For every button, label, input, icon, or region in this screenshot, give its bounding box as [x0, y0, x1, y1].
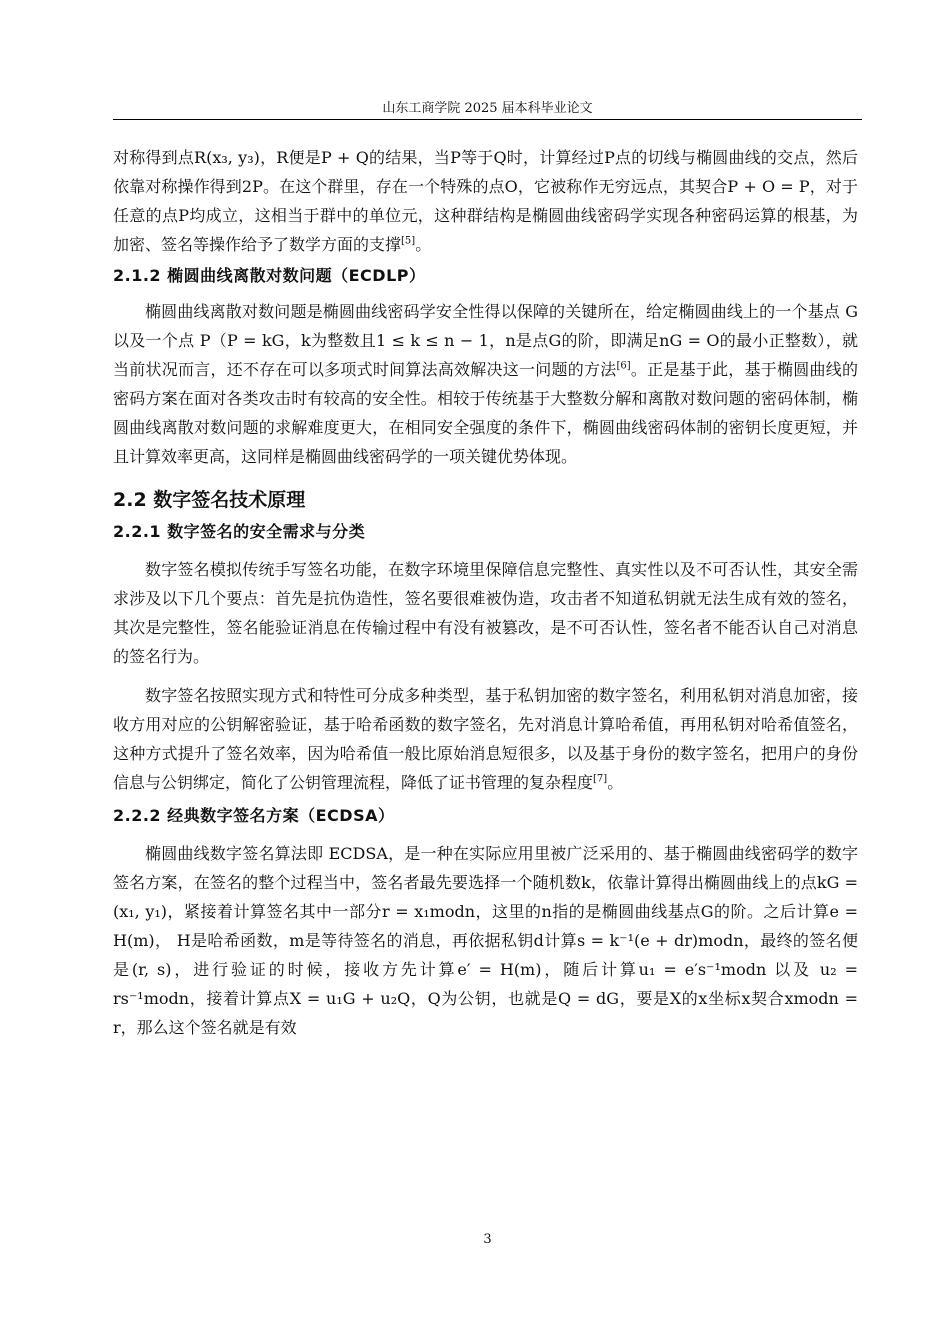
citation-5: [5] — [401, 235, 416, 247]
paragraph-ecdlp — [113, 297, 858, 471]
citation-6: [6] — [616, 360, 631, 372]
paragraph-security-requirements: 数字签名模拟传统手写签名功能，在数字环境里保障信息完整性、真实性以及不可否认性，其安全需求涉及以下几个要点：首先是抗伪造性，签名要很难被伪造，攻击者不知道私钥就无法生成有效的签名，其次是完整性，签名能验证消息在传输过程中有没有被篡改，是不可否认性，签名者不能否认自己对消息的签名行为。 — [113, 560, 858, 666]
page-content — [113, 143, 858, 1042]
paragraph-text: 对称得到点R(x₃, y₃)，R便是P + Q的结果，当P等于Q时，计算经过P点的切线与椭圆曲线的交点，然后依靠对称操作得到2P。在这个群里，存在一个特殊的点O，它被称作无穷远点，其契合P + O = P，对于任意的点P均成立，这相当于群中的单位元，这种群结构是椭圆曲线密码学实现各种密码运算的根基，为加密、签名等操作给予了数学方面的支撑 — [113, 148, 858, 254]
paragraph-group-law — [113, 143, 858, 259]
citation-7: [7] — [593, 773, 608, 785]
heading-2-2-1: 2.2.1 数字签名的安全需求与分类 — [113, 522, 366, 541]
paragraph-signature-types — [113, 681, 858, 797]
paragraph-end: 。 — [415, 235, 432, 254]
heading-2-2-2: 2.2.2 经典数字签名方案（ECDSA） — [113, 806, 395, 825]
page-header: 山东工商学院 2025 届本科毕业论文 — [382, 101, 593, 116]
paragraph-end: 。 — [607, 773, 624, 792]
paragraph-text: 椭圆曲线离散对数问题是椭圆曲线密码学安全性得以保障的关键所在，给定椭圆曲线上的一个基点 G 以及一个点 P（P = kG，k为整数且1 ≤ k ≤ n − 1，n是点G的阶，即满足nG = O的最小正整数），就当前状况而言，还不存在可以多项式时间算法高效解决这一问题的方法 — [113, 302, 858, 379]
paragraph-text-continued: 。正是基于此，基于椭圆曲线的密码方案在面对各类攻击时有较高的安全性。相较于传统基于大整数分解和离散对数问题的密码体制，椭圆曲线离散对数问题的求解难度更大，在相同安全强度的条件下，椭圆曲线密码体制的密钥长度更短，并且计算效率更高，这同样是椭圆曲线密码学的一项关键优势体现。 — [113, 360, 858, 466]
paragraph-ecdsa: 椭圆曲线数字签名算法即 ECDSA，是一种在实际应用里被广泛采用的、基于椭圆曲线密码学的数字签名方案，在签名的整个过程当中，签名者最先要选择一个随机数k，依靠计算得出椭圆曲线上的点kG = (x₁, y₁)，紧接着计算签名其中一部分r = x₁modn，这里的n指的是椭圆曲线基点G的阶。之后计算e = H(m)， H是哈希函数，m是等待签名的消息，再依据私钥d计算s = k⁻¹(e + dr)modn，最终的签名便是(r, s)，进行验证的时候，接收方先计算e′ = H(m)，随后计算u₁ = e′s⁻¹modn 以及 u₂ = rs⁻¹modn，接着计算点X = u₁G + u₂Q，Q为公钥，也就是Q = dG，要是X的x坐标x契合xmodn = r，那么这个签名就是有效 — [113, 844, 858, 1037]
heading-2-2: 2.2 数字签名技术原理 — [113, 489, 306, 511]
paragraph-text: 数字签名按照实现方式和特性可分成多种类型，基于私钥加密的数字签名，利用私钥对消息加密，接收方用对应的公钥解密验证，基于哈希函数的数字签名，先对消息计算哈希值，再用私钥对哈希值签名，这种方式提升了签名效率，因为哈希值一般比原始消息短很多，以及基于身份的数字签名，把用户的身份信息与公钥绑定，简化了公钥管理流程，降低了证书管理的复杂程度 — [113, 686, 858, 792]
heading-2-1-2: 2.1.2 椭圆曲线离散对数问题（ECDLP） — [113, 266, 426, 285]
header-rule — [113, 119, 862, 120]
page-number: 3 — [483, 1232, 492, 1247]
